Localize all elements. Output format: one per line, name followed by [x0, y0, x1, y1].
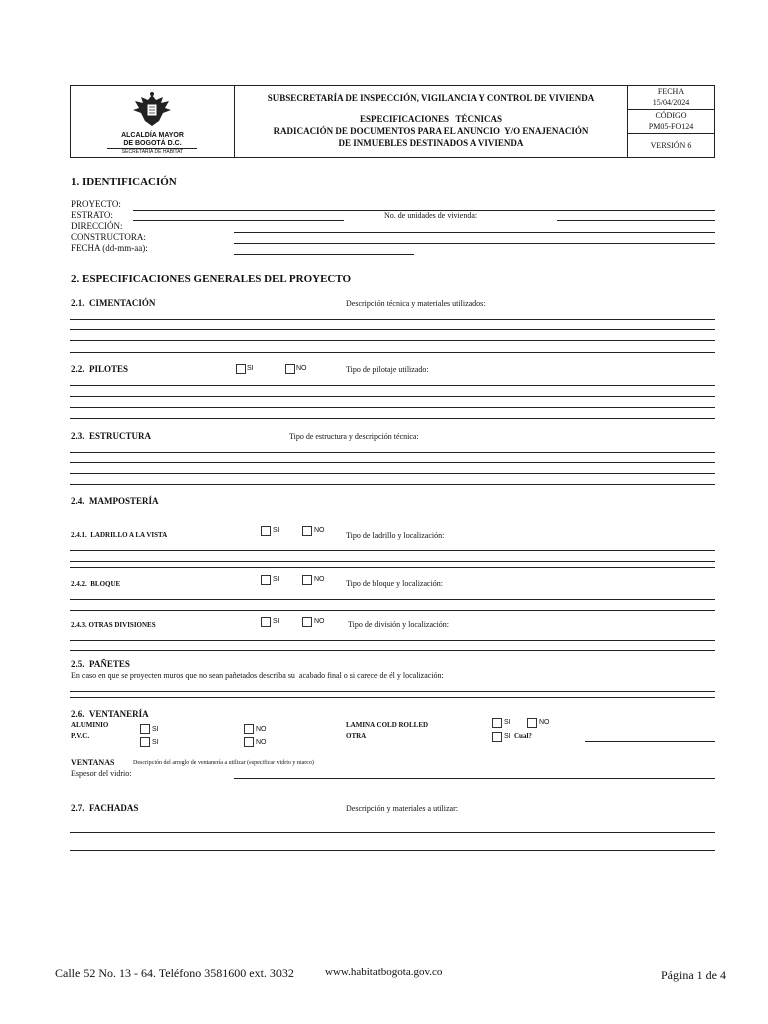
ventanas-label: VENTANAS	[71, 758, 115, 767]
lamina-no-label: NO	[539, 719, 550, 726]
footer-page-number: Página 1 de 4	[661, 968, 726, 982]
aluminio-no-label: NO	[256, 726, 267, 733]
control-cell	[628, 86, 714, 157]
pilotes-no-checkbox[interactable]	[285, 364, 295, 374]
panetes-line[interactable]	[70, 697, 715, 698]
pilotes-line[interactable]	[70, 407, 715, 408]
estructura-desc: Tipo de estructura y descripción técnica:	[289, 432, 419, 441]
lamina-si-checkbox[interactable]	[492, 718, 502, 728]
section-1-title: 1. IDENTIFICACIÓN	[71, 176, 177, 188]
otras-line[interactable]	[70, 650, 715, 651]
ladrillo-si-checkbox[interactable]	[261, 526, 271, 536]
doc-title-line3: DE INMUEBLES DESTINADOS A VIVIENDA	[338, 138, 524, 148]
cual-field[interactable]	[585, 741, 715, 742]
aluminio-no-checkbox[interactable]	[244, 724, 254, 734]
ladrillo-line[interactable]	[70, 567, 715, 568]
doc-title-line1: ESPECIFICACIONES TÉCNICAS	[359, 114, 503, 124]
pvc-si-label: SI	[152, 739, 159, 746]
subsecretaria-title: SUBSECRETARÍA DE INSPECCIÓN, VIGILANCIA Y CONTROL DE VIVIENDA	[267, 93, 595, 103]
panetes-desc: En caso en que se proyecten muros que no sean pañetados describa su acabado final o si carece de él y localización:	[71, 671, 444, 680]
pilotes-line[interactable]	[70, 385, 715, 386]
estructura-line[interactable]	[70, 452, 715, 453]
ventaneria-title: 2.6. VENTANERÍA	[71, 709, 149, 719]
ladrillo-title: 2.4.1. LADRILLO A LA VISTA	[71, 531, 168, 539]
pilotes-title: 2.2. PILOTES	[71, 364, 129, 374]
estrato-field[interactable]	[133, 220, 344, 221]
constructora-label: CONSTRUCTORA:	[71, 232, 146, 242]
bloque-desc: Tipo de bloque y localización:	[346, 579, 444, 588]
cimentacion-line[interactable]	[70, 352, 715, 353]
panetes-line[interactable]	[70, 691, 715, 692]
estrato-label: ESTRATO:	[71, 210, 113, 220]
footer-website[interactable]: www.habitatbogota.gov.co	[325, 966, 443, 978]
cimentacion-line[interactable]	[70, 340, 715, 341]
otra-si-checkbox[interactable]	[492, 732, 502, 742]
bogota-coat-of-arms-icon	[127, 91, 177, 129]
bloque-line[interactable]	[70, 599, 715, 600]
ladrillo-line[interactable]	[70, 550, 715, 551]
doc-title-line2: RADICACIÓN DE DOCUMENTOS PARA EL ANUNCIO Y/O ENAJENACIÓN	[273, 126, 589, 136]
unidades-label: No. de unidades de vivienda:	[384, 211, 478, 220]
ladrillo-no-checkbox[interactable]	[302, 526, 312, 536]
logo-line2: DE BOGOTÁ D.C.	[123, 140, 182, 147]
pvc-si-checkbox[interactable]	[140, 737, 150, 747]
espesor-label: Espesor del vidrio:	[71, 769, 132, 778]
footer-address: Calle 52 No. 13 - 64. Teléfono 3581600 ext. 3032	[55, 966, 294, 980]
proyecto-label: PROYECTO:	[71, 199, 121, 209]
bloque-line[interactable]	[70, 610, 715, 611]
estructura-line[interactable]	[70, 462, 715, 463]
cimentacion-line[interactable]	[70, 319, 715, 320]
otras-si-checkbox[interactable]	[261, 617, 271, 627]
espesor-field[interactable]	[234, 778, 715, 779]
cimentacion-desc: Descripción técnica y materiales utilizados:	[346, 299, 486, 308]
logo-line3: SECRETARÍA DE HÁBITAT	[121, 149, 184, 155]
section-2-title: 2. ESPECIFICACIONES GENERALES DEL PROYECTO	[71, 273, 352, 285]
pilotes-si-label: SI	[247, 365, 254, 372]
logo-cell	[71, 86, 235, 157]
estructura-line[interactable]	[70, 484, 715, 485]
ladrillo-si-label: SI	[273, 527, 280, 534]
lamina-si-label: SI	[504, 719, 511, 726]
ladrillo-line[interactable]	[70, 561, 715, 562]
pilotes-no-label: NO	[296, 365, 307, 372]
control-divider	[628, 109, 714, 110]
logo-line1: ALCALDÍA MAYOR	[121, 132, 184, 139]
aluminio-label: ALUMINIO	[71, 721, 109, 729]
version-label: VERSIÓN 6	[650, 141, 692, 150]
form-header	[70, 85, 715, 158]
fachadas-desc: Descripción y materiales a utilizar:	[346, 804, 458, 813]
fecha-label: FECHA (dd-mm-aa):	[71, 243, 148, 253]
codigo-label: CÓDIGO	[655, 111, 687, 120]
bloque-si-checkbox[interactable]	[261, 575, 271, 585]
otras-si-label: SI	[273, 618, 280, 625]
aluminio-si-label: SI	[152, 726, 159, 733]
fecha-label: FECHA	[657, 87, 685, 96]
otra-label: OTRA	[346, 732, 367, 740]
ladrillo-no-label: NO	[314, 527, 325, 534]
pilotes-desc: Tipo de pilotaje utilizado:	[346, 365, 429, 374]
fecha-field[interactable]	[234, 254, 414, 255]
codigo-value: PM05-FO124	[648, 122, 694, 131]
pilotes-line[interactable]	[70, 396, 715, 397]
bloque-title: 2.4.2. BLOQUE	[71, 580, 121, 588]
panetes-title: 2.5. PAÑETES	[71, 659, 130, 669]
lamina-label: LAMINA COLD ROLLED	[346, 721, 429, 729]
pvc-no-checkbox[interactable]	[244, 737, 254, 747]
constructora-field[interactable]	[234, 243, 715, 244]
otras-desc: Tipo de división y localización:	[348, 620, 450, 629]
unidades-field[interactable]	[557, 220, 715, 221]
otras-no-checkbox[interactable]	[302, 617, 312, 627]
mamposteria-title: 2.4. MAMPOSTERÍA	[71, 496, 159, 506]
otras-divisiones-title: 2.4.3. OTRAS DIVISIONES	[71, 621, 156, 629]
otra-si-label: SI	[504, 733, 511, 740]
estructura-line[interactable]	[70, 473, 715, 474]
bloque-si-label: SI	[273, 576, 280, 583]
otras-line[interactable]	[70, 640, 715, 641]
bloque-no-checkbox[interactable]	[302, 575, 312, 585]
otras-no-label: NO	[314, 618, 325, 625]
direccion-field[interactable]	[234, 232, 715, 233]
control-divider	[628, 133, 714, 134]
lamina-no-checkbox[interactable]	[527, 718, 537, 728]
direccion-label: DIRECCIÓN:	[71, 221, 123, 231]
ladrillo-desc: Tipo de ladrillo y localización:	[346, 531, 445, 540]
bloque-no-label: NO	[314, 576, 325, 583]
pvc-no-label: NO	[256, 739, 267, 746]
fachadas-line[interactable]	[70, 832, 715, 833]
cimentacion-line[interactable]	[70, 329, 715, 330]
title-cell	[235, 86, 628, 157]
estructura-title: 2.3. ESTRUCTURA	[71, 431, 152, 441]
fachadas-line[interactable]	[70, 850, 715, 851]
fachadas-title: 2.7. FACHADAS	[71, 803, 139, 813]
ventanas-desc: Descripción del arreglo de ventanería a utilizar (especificar vidrio y marco)	[133, 760, 314, 766]
fecha-value: 15/04/2024	[652, 98, 690, 107]
pilotes-si-checkbox[interactable]	[236, 364, 246, 374]
aluminio-si-checkbox[interactable]	[140, 724, 150, 734]
pvc-label: P.V.C.	[71, 732, 90, 740]
cual-label: Cual?	[514, 732, 532, 740]
cimentacion-title: 2.1. CIMENTACIÓN	[71, 298, 156, 308]
pilotes-line[interactable]	[70, 418, 715, 419]
